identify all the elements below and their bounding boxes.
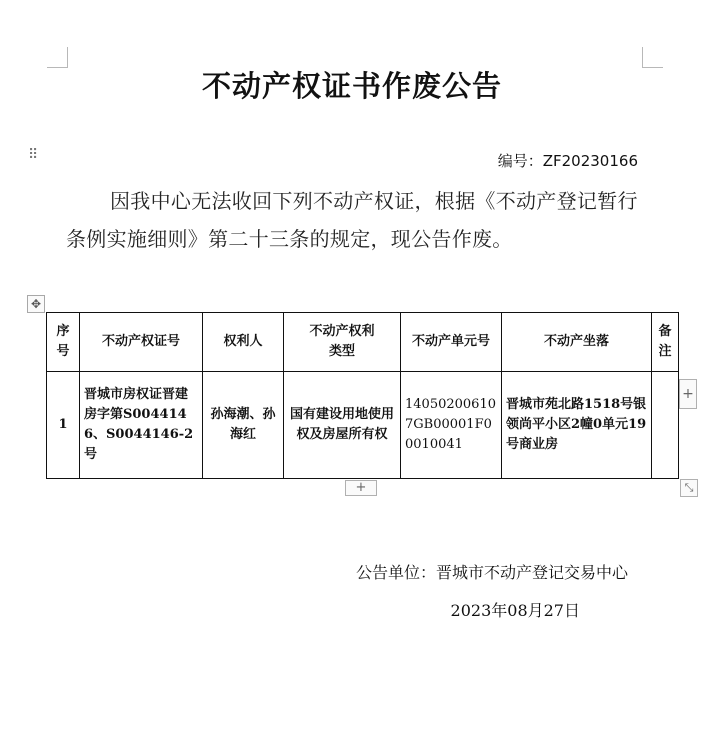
- cell-remark: [652, 372, 679, 479]
- header-remark: 备注: [652, 313, 679, 372]
- issuing-unit: 公告单位：晋城市不动产登记交易中心: [355, 563, 628, 582]
- table-move-handle-icon[interactable]: ✥: [27, 295, 45, 313]
- paragraph-drag-handle-icon[interactable]: ⠿: [28, 147, 39, 163]
- cell-right-type: 国有建设用地使用权及房屋所有权: [284, 372, 401, 479]
- add-row-button[interactable]: +: [345, 480, 377, 496]
- table-row: [47, 372, 679, 479]
- header-location: 不动产坐落: [502, 313, 652, 372]
- table-header-row: [47, 313, 679, 372]
- cell-owner: 孙海潮、孙海红: [203, 372, 284, 479]
- header-seq: 序号: [47, 313, 80, 372]
- cell-location: 晋城市苑北路1518号银领尚平小区2幢0单元19号商业房: [502, 372, 652, 479]
- header-cert-no: 不动产权证号: [80, 313, 203, 372]
- certificate-table: [46, 312, 679, 479]
- add-column-button[interactable]: +: [679, 379, 697, 409]
- page-title: 不动产权证书作废公告: [201, 69, 502, 103]
- document-number: 编号：ZF20230166: [497, 152, 638, 170]
- cell-seq: 1: [47, 372, 80, 479]
- issue-date: 2023年08月27日: [450, 601, 580, 620]
- header-right-type: 不动产权利类型: [284, 313, 401, 372]
- cell-unit-no: 140502006107GB00001F00010041: [401, 372, 502, 479]
- cell-cert-no: 晋城市房权证晋建房字第S0044146、S0044146-2号: [80, 372, 203, 479]
- header-owner: 权利人: [203, 313, 284, 372]
- header-unit-no: 不动产单元号: [401, 313, 502, 372]
- announcement-body: 因我中心无法收回下列不动产权证，根据《不动产登记暂行条例实施细则》第二十三条的规定，现公告作废。: [66, 189, 638, 251]
- table-resize-icon[interactable]: ⤡: [680, 479, 698, 497]
